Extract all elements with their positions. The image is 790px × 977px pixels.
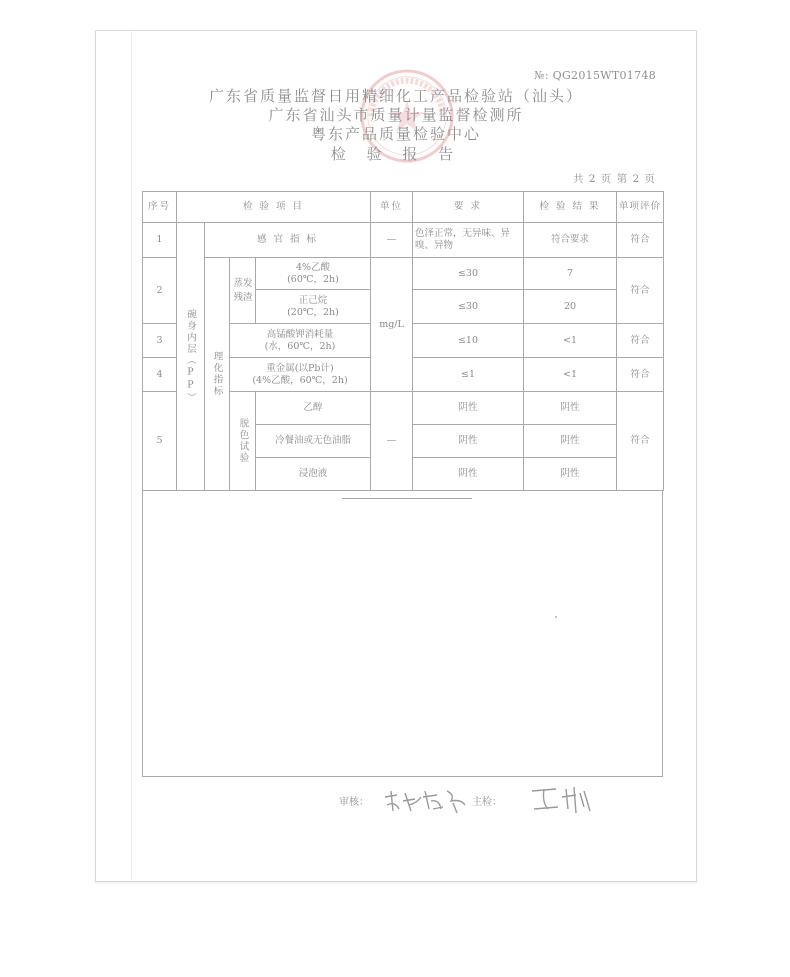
row-result: 阴性 [524,425,617,458]
row-subitem: 4%乙酸 (60℃，2h) [256,258,371,290]
row-evaluation: 符合 [617,258,664,324]
row-item: 感 官 指 标 [205,223,371,258]
row-seq: 5 [143,392,177,491]
row-result: 7 [524,258,617,290]
table-header-row [143,192,664,223]
row-unit: — [371,223,413,258]
row-requirement: 阴性 [413,425,524,458]
physchem-label-cell [205,258,230,491]
reviewer-signature-icon [381,783,471,817]
row-requirement: ≤10 [413,324,524,358]
row-unit: mg/L [371,258,413,392]
report-number: №: QG2015WT01748 [534,69,656,82]
row-item: 重金属(以Pb计) (4%乙酸，60℃，2h) [230,358,371,392]
header-unit: 单位 [371,192,413,223]
row-result: <1 [524,358,617,392]
header-result: 检 验 结 果 [524,192,617,223]
row-seq: 2 [143,258,177,324]
results-table [142,191,664,491]
row-evaluation: 符合 [617,223,664,258]
table-row [143,258,664,290]
row-requirement: 阴性 [413,458,524,491]
row-result: <1 [524,324,617,358]
row-result: 20 [524,290,617,324]
row-subitem: 浸泡液 [256,458,371,491]
report-page [95,30,697,882]
table-row [143,223,664,258]
group-label-cell [177,223,205,491]
report-body-frame [142,491,663,777]
evap-label: 蒸发残渣 [233,277,253,303]
issuer-title-3: 粤东产品质量检验中心 [310,125,481,143]
row-requirement: ≤30 [413,258,524,290]
row-unit: — [371,392,413,491]
chief-label: 主检： [472,797,502,808]
header-evaluation: 单项评价 [617,192,664,223]
row-subitem: 乙醇 [256,392,371,425]
row-evaluation: 符合 [617,392,664,491]
review-label: 审核： [339,797,369,808]
header-item: 检 验 项 目 [177,192,371,223]
binding-margin-line [131,30,132,880]
row-result: 阴性 [524,392,617,425]
issuer-title-1: 广东省质量监督日用精细化工产品检验站（汕头） [208,87,583,105]
row-subitem: 正己烷 (20℃，2h) [256,290,371,324]
issuer-titles [96,87,696,164]
row-result: 符合要求 [524,223,617,258]
header-requirement: 要 求 [413,192,524,223]
row-subitem: 冷餐油或无色油脂 [256,425,371,458]
row-result: 阴性 [524,458,617,491]
issuer-title-2: 广东省汕头市质量计量监督检测所 [268,106,524,124]
chief-inspector-signature-icon [528,783,598,817]
header-seq: 序号 [143,192,177,223]
row-evaluation: 符合 [617,324,664,358]
row-requirement: 阴性 [413,392,524,425]
decolor-label-cell [230,392,256,491]
row-seq: 3 [143,324,177,358]
row-seq: 1 [143,223,177,258]
row-requirement: 色泽正常，无异味、异嗅、异物 [413,223,524,258]
physchem-label: 理化指标 [211,351,223,397]
row-item: 高锰酸钾消耗量 (水，60℃，2h) [230,324,371,358]
scan-speck [555,616,557,618]
evap-label-cell [230,258,256,324]
decolor-label: 脱色试验 [237,418,249,464]
page-count: 共 2 页 第 2 页 [572,173,656,185]
row-requirement: ≤30 [413,290,524,324]
row-requirement: ≤1 [413,358,524,392]
report-title: 检 验 报 告 [330,145,462,163]
row-evaluation: 符合 [617,358,664,392]
group-label: 碗身内层（PP） [185,309,196,404]
row-seq: 4 [143,358,177,392]
